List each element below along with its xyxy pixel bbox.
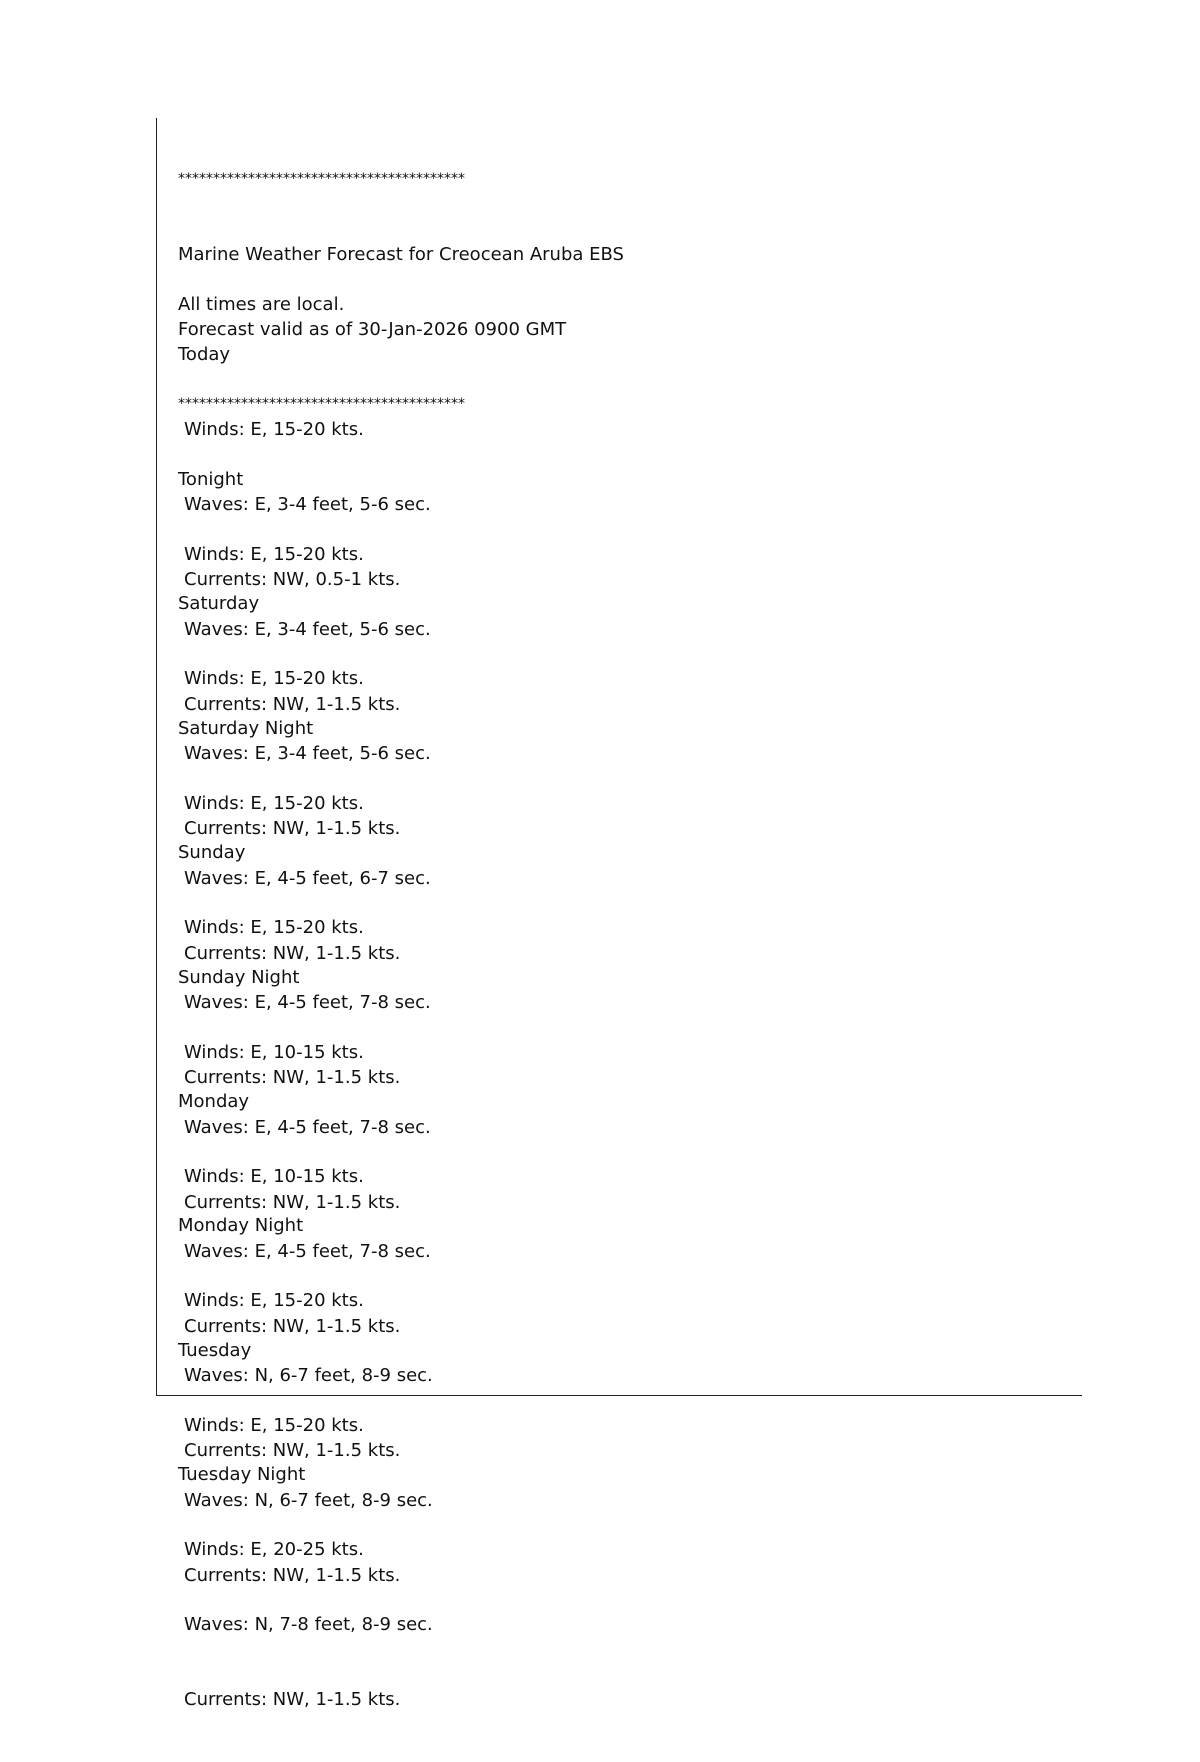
period-name: Sunday Night — [178, 967, 300, 988]
period-name: Tonight — [178, 469, 244, 490]
period-currents: Currents: NW, 1-1.5 kts. — [184, 1689, 401, 1710]
period-winds: Winds: E, 15-20 kts. — [184, 917, 364, 938]
period-waves: Waves: E, 4-5 feet, 7-8 sec. — [184, 992, 431, 1013]
period-winds: Winds: E, 15-20 kts. — [184, 1290, 364, 1311]
period-winds: Winds: E, 15-20 kts. — [184, 544, 364, 565]
period-winds: Winds: E, 10-15 kts. — [184, 1042, 364, 1063]
period-currents: Currents: NW, 1-1.5 kts. — [184, 1067, 401, 1088]
period-waves: Waves: N, 6-7 feet, 8-9 sec. — [184, 1365, 433, 1386]
period-currents: Currents: NW, 1-1.5 kts. — [184, 1316, 401, 1337]
period-winds: Winds: E, 20-25 kts. — [184, 1539, 364, 1560]
period-waves: Waves: E, 4-5 feet, 7-8 sec. — [184, 1117, 431, 1138]
period-winds: Winds: E, 15-20 kts. — [184, 793, 364, 814]
period-winds: Winds: E, 15-20 kts. — [184, 419, 364, 440]
period-name: Tuesday — [178, 1340, 252, 1361]
period-currents: Currents: NW, 1-1.5 kts. — [184, 1565, 401, 1586]
header-stars-top: ***************************************** — [178, 171, 465, 187]
period-currents: Currents: NW, 1-1.5 kts. — [184, 1192, 401, 1213]
period-name: Tuesday Night — [178, 1464, 306, 1485]
period-name: Saturday Night — [178, 718, 314, 739]
period-winds: Winds: E, 10-15 kts. — [184, 1166, 364, 1187]
period-waves: Waves: E, 3-4 feet, 5-6 sec. — [184, 494, 431, 515]
period-waves: Waves: E, 3-4 feet, 5-6 sec. — [184, 743, 431, 764]
period-currents: Currents: NW, 0.5-1 kts. — [184, 569, 401, 590]
period-waves: Waves: E, 4-5 feet, 7-8 sec. — [184, 1241, 431, 1262]
period-currents: Currents: NW, 1-1.5 kts. — [184, 1440, 401, 1461]
forecast-period — [178, 1412, 433, 1762]
times-note-text: All times are local. — [178, 294, 345, 315]
period-waves: Waves: E, 3-4 feet, 5-6 sec. — [184, 619, 431, 640]
period-name: Monday — [178, 1091, 250, 1112]
period-name: Today — [178, 344, 231, 365]
period-currents: Currents: NW, 1-1.5 kts. — [184, 694, 401, 715]
forecast-valid-time: Forecast valid as of 30-Jan-2026 0900 GMT — [178, 319, 567, 340]
frame-left-border — [156, 118, 157, 1396]
period-name: Saturday — [178, 593, 260, 614]
period-currents: Currents: NW, 1-1.5 kts. — [184, 943, 401, 964]
period-waves: Waves: N, 6-7 feet, 8-9 sec. — [184, 1490, 433, 1511]
period-waves: Waves: N, 7-8 feet, 8-9 sec. — [184, 1614, 433, 1635]
period-name: Sunday — [178, 842, 246, 863]
forecast-title: Marine Weather Forecast for Creocean Aruba EBS — [178, 244, 624, 265]
period-waves: Waves: E, 4-5 feet, 6-7 sec. — [184, 868, 431, 889]
period-name: Monday Night — [178, 1215, 304, 1236]
period-winds: Winds: E, 15-20 kts. — [184, 668, 364, 689]
period-winds: Winds: E, 15-20 kts. — [184, 1415, 364, 1436]
header-stars-bottom: ***************************************** — [178, 396, 465, 412]
period-currents: Currents: NW, 1-1.5 kts. — [184, 818, 401, 839]
